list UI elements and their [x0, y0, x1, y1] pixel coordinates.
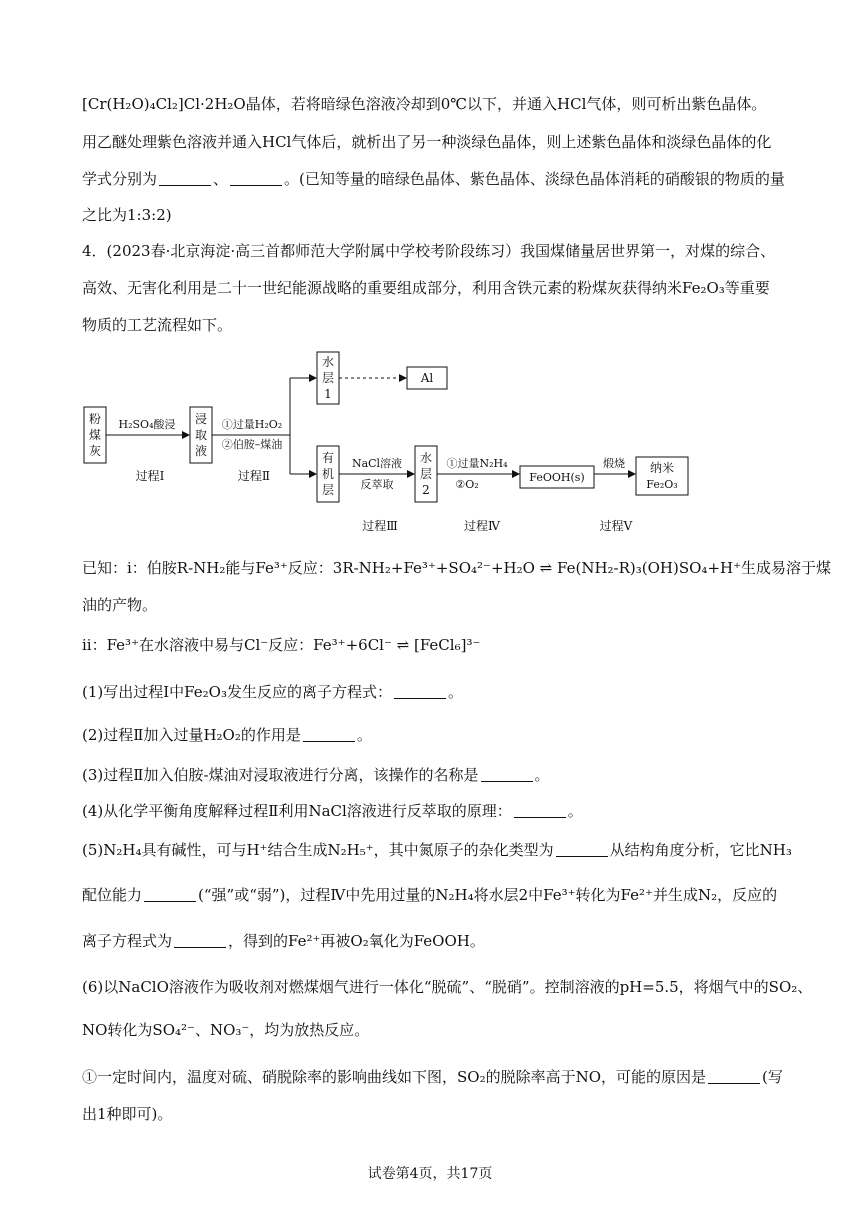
answer-blank[interactable] — [514, 803, 566, 818]
box-org-char: 有 — [321, 451, 335, 465]
intro-line-3-a: 学式分别为 — [82, 170, 158, 188]
arrow-label-h2o2: ①过量H₂O₂ — [221, 418, 283, 431]
q4-line-2: 高效、无害化利用是二十一世纪能源战略的重要组成部分，利用含铁元素的粉煤灰获得纳米Fe₂O₃等重要 — [82, 279, 770, 297]
subq-6-line-1: (6)以NaClO溶液作为吸收剂对燃煤烟气进行一体化“脱硫”、“脱硝”。控制溶液的pH=5.5，将烟气中的SO₂、 — [82, 978, 813, 996]
subq-4-end: 。 — [567, 802, 583, 820]
intro-text: 晶体，若将暗绿色溶液冷却到0℃以下，并通入HCl气体，则可析出紫色晶体。 — [245, 95, 767, 113]
box-raw-char: 粉 — [88, 412, 102, 426]
process-label-5: 过程Ⅴ — [599, 519, 633, 533]
answer-blank[interactable] — [481, 767, 533, 782]
subq-5-text: 配位能力 — [82, 886, 143, 904]
answer-blank[interactable] — [303, 727, 355, 742]
answer-blank[interactable] — [144, 887, 196, 902]
known-i-line-2: 油的产物。 — [82, 596, 158, 614]
box-raw-char: 灰 — [88, 444, 102, 458]
process-flow-diagram — [0, 0, 860, 545]
known-ii: ii：Fe³⁺在水溶液中易与Cl⁻反应：Fe³⁺+6Cl⁻ ⇌ [FeCl₆]³⁻ — [82, 636, 481, 654]
box-water2-char: 水 — [419, 451, 433, 465]
box-leach-char: 液 — [194, 444, 208, 458]
complex-formula: [Cr(H₂O)₄Cl₂]Cl·2H₂O — [82, 95, 246, 113]
answer-blank[interactable] — [174, 933, 226, 948]
arrow-label-nacl: NaCl溶液 — [351, 457, 403, 470]
box-water2-char: 2 — [422, 483, 430, 497]
subq-6-line-4: 出1种即可)。 — [82, 1105, 173, 1123]
process-label-4: 过程Ⅳ — [464, 519, 500, 533]
subq-6-line-2: NO转化为SO₄²⁻、NO₃⁻，均为放热反应。 — [82, 1021, 370, 1039]
arrow-label-calcine: 煅烧 — [603, 457, 625, 470]
box-org-char: 机 — [321, 467, 335, 481]
box-leach-char: 取 — [194, 428, 208, 442]
q4-line-1: 4．(2023春·北京海淀·高三首都师范大学附属中学校考阶段练习）我国煤储量居世界第一，对煤的综合、 — [82, 242, 776, 260]
box-org-char: 层 — [321, 483, 335, 497]
subq-5-text: 从结构角度分析，它比NH₃ — [609, 841, 792, 859]
answer-blank[interactable] — [394, 684, 446, 699]
subq-6-line-3 — [82, 1066, 782, 1088]
box-leach-char: 浸 — [194, 412, 208, 426]
subq-2 — [82, 724, 782, 746]
box-water1-char: 1 — [324, 387, 332, 401]
box-feooh-label: FeOOH(s) — [529, 471, 585, 484]
box-nano-label: Fe₂O₃ — [646, 478, 678, 491]
known-i-line-1: 已知：i：伯胺R-NH₂能与Fe³⁺反应：3R-NH₂+Fe³⁺+SO₄²⁻+H₂O ⇌ Fe(NH₂-R)₃(OH)SO₄+H⁺生成易溶于煤 — [82, 559, 832, 577]
subq-2-text: (2)过程Ⅱ加入过量H₂O₂的作用是 — [82, 726, 301, 744]
process-label-3: 过程Ⅲ — [362, 519, 398, 533]
box-water2-char: 层 — [419, 467, 433, 481]
arrow-label-strip: 反萃取 — [360, 478, 394, 491]
subq-5-line-3 — [82, 930, 782, 952]
subq-2-end: 。 — [356, 726, 372, 744]
subq-4 — [82, 800, 782, 822]
subq-5-line-2 — [82, 884, 782, 906]
intro-line-2: 用乙醚处理紫色溶液并通入HCl气体后，就析出了另一种淡绿色晶体，则上述紫色晶体和淡绿色晶体的化 — [82, 133, 772, 151]
q4-line-3: 物质的工艺流程如下。 — [82, 316, 233, 334]
subq-3 — [82, 764, 782, 786]
subq-4-text: (4)从化学平衡角度解释过程Ⅱ利用NaCl溶液进行反萃取的原理： — [82, 802, 512, 820]
subq-6-text: (写 — [762, 1068, 783, 1086]
answer-blank[interactable] — [556, 842, 608, 857]
intro-line-3-b: 。(已知等量的暗绿色晶体、紫色晶体、淡绿色晶体消耗的硝酸银的物质的量 — [284, 170, 785, 188]
box-water1-char: 层 — [321, 371, 335, 385]
subq-5-line-1 — [82, 839, 792, 861]
intro-line-4: 之比为1:3:2) — [82, 206, 172, 224]
arrow-label-amine: ②伯胺–煤油 — [221, 438, 283, 451]
arrow-label-n2h4: ①过量N₂H₄ — [446, 457, 508, 470]
subq-5-text: ，得到的Fe²⁺再被O₂氧化为FeOOH。 — [228, 932, 485, 950]
answer-blank[interactable] — [708, 1069, 760, 1084]
subq-5-text: (5)N₂H₄具有碱性，可与H⁺结合生成N₂H₅⁺，其中氮原子的杂化类型为 — [82, 841, 554, 859]
subq-5-text: 离子方程式为 — [82, 932, 173, 950]
page-footer: 试卷第4页，共17页 — [367, 1166, 493, 1182]
box-nano-label: 纳米 — [649, 461, 675, 475]
subq-5-text: (“强”或“弱”)，过程Ⅳ中先用过量的N₂H₄将水层2中Fe³⁺转化为Fe²⁺并生成N₂，反应的 — [198, 886, 778, 904]
box-raw-char: 煤 — [88, 428, 102, 442]
subq-3-end: 。 — [534, 766, 550, 784]
process-label-2: 过程Ⅱ — [237, 469, 271, 483]
subq-3-text: (3)过程Ⅱ加入伯胺-煤油对浸取液进行分离，该操作的名称是 — [82, 766, 479, 784]
arrow-label-acid: H₂SO₄酸浸 — [118, 418, 176, 431]
subq-1 — [82, 681, 782, 703]
process-label-1: 过程Ⅰ — [135, 469, 165, 483]
subq-6-text: ①一定时间内，温度对硫、硝脱除率的影响曲线如下图，SO₂的脱除率高于NO，可能的原因是 — [82, 1068, 707, 1086]
subq-1-end: 。 — [447, 683, 463, 701]
subq-1-text: (1)写出过程Ⅰ中Fe₂O₃发生反应的离子方程式： — [82, 683, 392, 701]
box-water1-char: 水 — [321, 355, 335, 369]
box-al-label: Al — [420, 371, 434, 385]
arrow-label-o2: ②O₂ — [455, 478, 479, 491]
separator: 、 — [213, 170, 229, 188]
